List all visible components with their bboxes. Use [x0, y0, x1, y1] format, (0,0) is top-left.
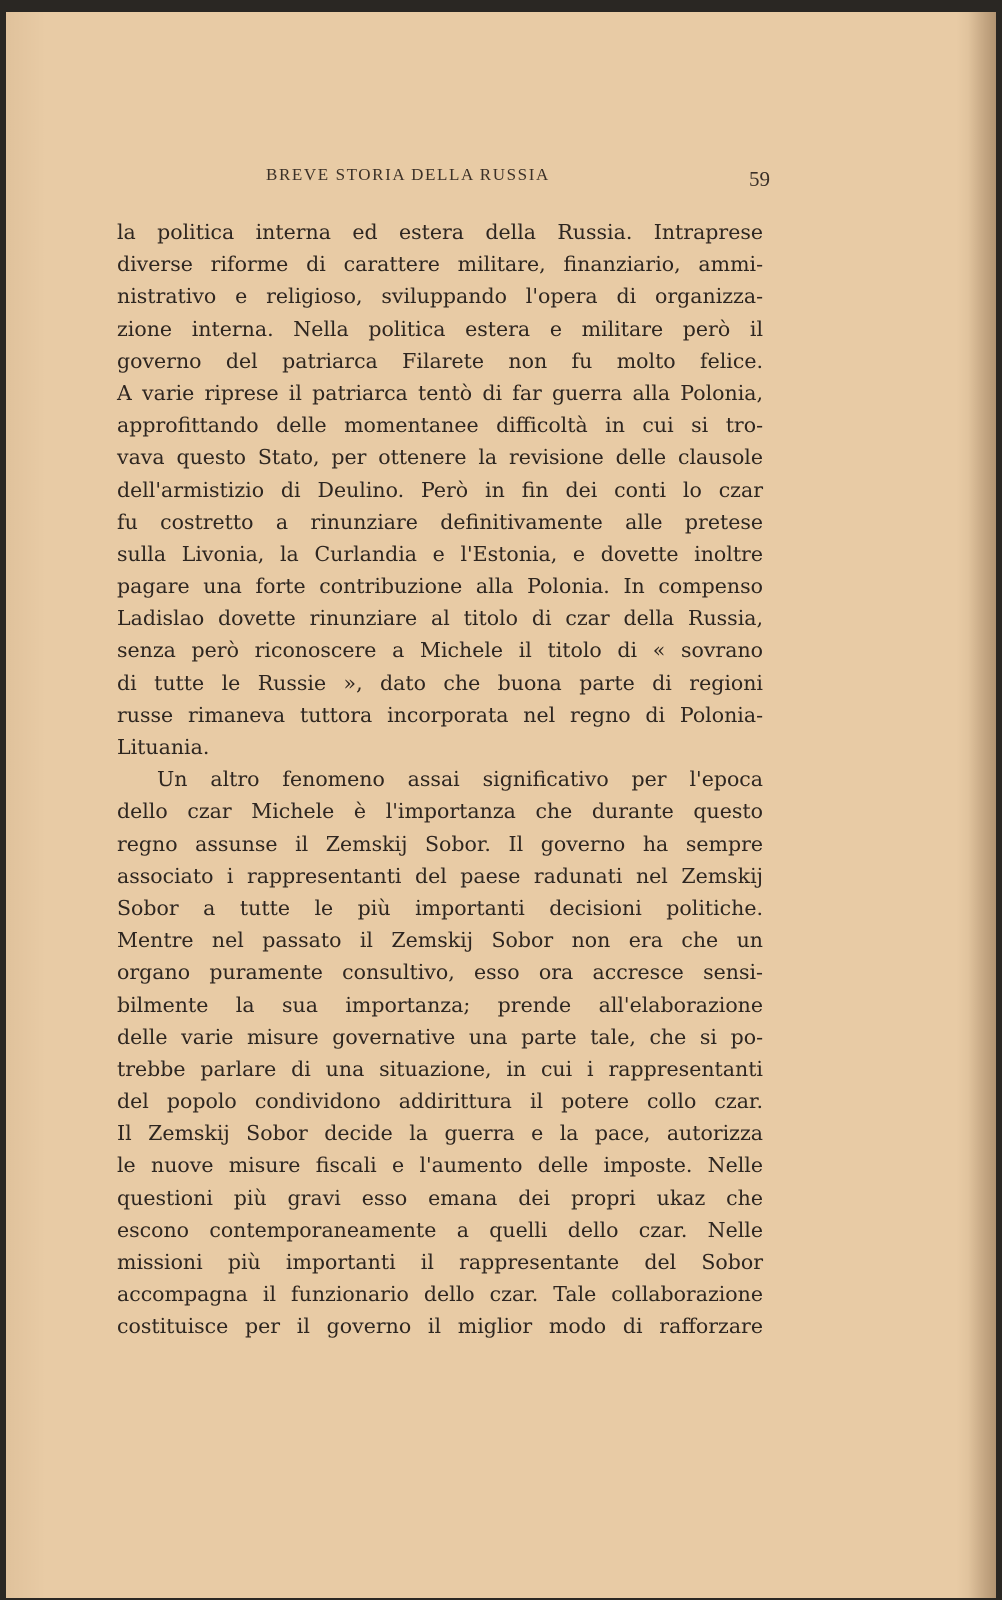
text-line: delle varie misure governative una parte tale, che si po- [117, 1024, 763, 1049]
text-line: costituisce per il governo il miglior modo di rafforzare [117, 1314, 763, 1339]
text-line: sulla Livonia, la Curlandia e l'Estonia, e dovette inoltre [117, 541, 763, 566]
text-line: dell'armistizio di Deulino. Però in fin dei conti lo czar [117, 477, 763, 502]
text-line: senza però riconoscere a Michele il titolo di « sovrano [117, 638, 763, 663]
text-line: regno assunse il Zemskij Sobor. Il governo ha sempre [117, 831, 763, 856]
paragraph-start-line: Un altro fenomeno assai significativo per l'epoca [157, 767, 763, 792]
text-line: Ladislao dovette rinunziare al titolo di czar della Russia, [117, 606, 763, 631]
page-number: 59 [749, 167, 770, 191]
text-line: russe rimaneva tuttora incorporata nel regno di Polonia- [117, 702, 763, 727]
page-edge-shadow [968, 12, 996, 1598]
text-line: trebbe parlare di una situazione, in cui i rappresentanti [117, 1056, 763, 1081]
text-line: approfittando delle momentanee difficoltà in cui si tro- [117, 413, 763, 438]
text-line: escono contemporaneamente a quelli dello czar. Nelle [117, 1217, 763, 1242]
text-line: del popolo condividono addirittura il potere collo czar. [117, 1089, 763, 1114]
text-line: organo puramente consultivo, esso ora accresce sensi- [117, 960, 763, 985]
body-text [117, 216, 763, 1343]
text-line: questioni più gravi esso emana dei propri ukaz che [117, 1185, 763, 1210]
text-line: dello czar Michele è l'importanza che durante questo [117, 799, 763, 824]
text-line: associato i rappresentanti del paese radunati nel Zemskij [117, 863, 763, 888]
text-line: accompagna il funzionario dello czar. Tale collaborazione [117, 1282, 763, 1307]
scan-border [0, 0, 1002, 12]
text-line: bilmente la sua importanza; prende all'elaborazione [117, 992, 763, 1017]
text-line: la politica interna ed estera della Russia. Intraprese [117, 220, 763, 244]
text-line: pagare una forte contribuzione alla Polonia. In compenso [117, 574, 763, 599]
page-header [110, 165, 770, 195]
text-line: nistrativo e religioso, sviluppando l'opera di organizza- [117, 284, 763, 309]
text-line: missioni più importanti il rappresentante del Sobor [117, 1250, 763, 1274]
text-line: vava questo Stato, per ottenere la revisione delle clausole [117, 445, 763, 470]
text-line: fu costretto a rinunziare definitivamente alle pretese [117, 509, 763, 534]
text-line: Il Zemskij Sobor decide la guerra e la pace, autorizza [117, 1121, 763, 1146]
text-line: le nuove misure fiscali e l'aumento delle imposte. Nelle [117, 1153, 763, 1178]
text-line: governo del patriarca Filarete non fu molto felice. [117, 348, 763, 373]
text-line: di tutte le Russie », dato che buona parte di regioni [117, 670, 763, 695]
paragraph-end-line: Lituania. [117, 735, 210, 759]
running-title: BREVE STORIA DELLA RUSSIA [266, 165, 550, 184]
text-line: zione interna. Nella politica estera e militare però il [117, 316, 763, 341]
text-line: A varie riprese il patriarca tentò di far guerra alla Polonia, [117, 380, 763, 405]
text-line: diverse riforme di carattere militare, finanziario, ammi- [117, 252, 763, 277]
text-line: Sobor a tutte le più importanti decisioni politiche. [117, 895, 763, 920]
text-line: Mentre nel passato il Zemskij Sobor non era che un [117, 928, 763, 953]
